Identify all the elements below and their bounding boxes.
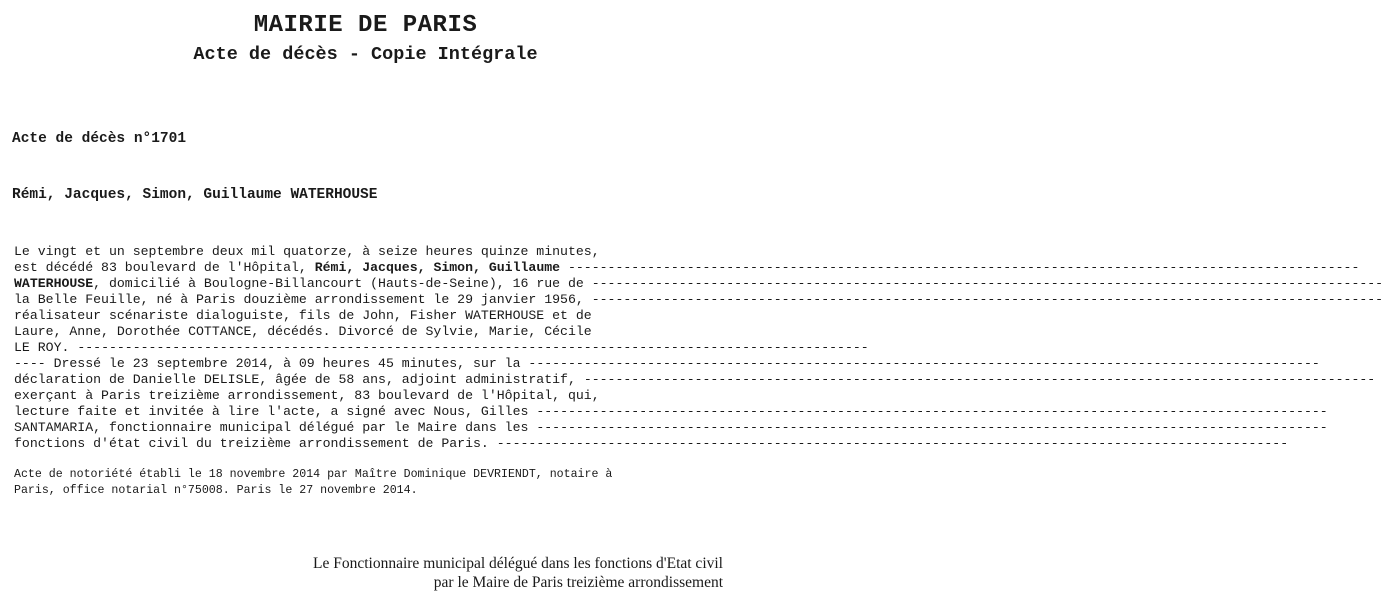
dash-filler: ---------------------------------------------------------------------------------------------------- [536,404,1328,419]
dash-filler: ---------------------------------------------------------------------------------------------------- [77,340,869,355]
dash-filler: ---------------------------------------------------------------------------------------------------- [567,260,1360,275]
dash-filler: ---------------------------------------------------------------------------------------------------- [528,356,1320,371]
document-subtitle: Acte de décès - Copie Intégrale [193,44,538,65]
body-line: Le vingt et un septembre deux mil quatorze, à seize heures quinze minutes, [14,244,600,259]
note-line: Acte de notoriété établi le 18 novembre 2014 par Maître Dominique DEVRIENDT, notaire à [14,468,613,481]
document-title: MAIRIE DE PARIS [253,12,478,39]
note-line: Paris, office notarial n°75008. Paris le 27 novembre 2014. [14,484,418,497]
body-line: lecture faite et invitée à lire l'acte, a signé avec Nous, Gilles ---------------------------------------------------------------------------------------------------- [14,404,1328,419]
signature-line: Le Fonctionnaire municipal délégué dans les fonctions d'Etat civil [313,555,723,572]
dash-filler: ---------------------------------------------------------------------------------------------------- [536,420,1328,435]
body-line: SANTAMARIA, fonctionnaire municipal délégué par le Maire dans les ---------------------------------------------------------------------------------------------------- [14,420,1328,435]
body-line: déclaration de Danielle DELISLE, âgée de 58 ans, adjoint administratif, ---------------------------------------------------------------------------------------------------- [14,372,1376,387]
signature-line: par le Maire de Paris treizième arrondissement [433,574,723,591]
body-line: LE ROY. ---------------------------------------------------------------------------------------------------- [14,340,869,355]
body-line: réalisateur scénariste dialoguiste, fils de John, Fisher WATERHOUSE et de [14,308,592,323]
body-line: Laure, Anne, Dorothée COTTANCE, décédés. Divorcé de Sylvie, Marie, Cécile [14,324,592,339]
dash-filler: ---------------------------------------------------------------------------------------------------- [591,292,1383,307]
dash-filler: ---------------------------------------------------------------------------------------------------- [496,436,1289,451]
body-line: la Belle Feuille, né à Paris douzième arrondissement le 29 janvier 1956, ---------------------------------------------------------------------------------------------------- [14,292,1383,307]
acte-number: Acte de décès n°1701 [12,131,187,147]
body-line: ---- Dressé le 23 septembre 2014, à 09 heures 45 minutes, sur la ---------------------------------------------------------------------------------------------------- [14,356,1320,371]
dash-filler: ---------------------------------------------------------------------------------------------------- [591,276,1383,291]
deceased-name: Rémi, Jacques, Simon, Guillaume WATERHOUSE [12,187,378,203]
dash-filler: ---------------------------------------------------------------------------------------------------- [583,372,1376,387]
body-line: est décédé 83 boulevard de l'Hôpital, Rémi, Jacques, Simon, Guillaume ---------------------------------------------------------------------------------------------------- [14,260,1360,275]
body-line: fonctions d'état civil du treizième arrondissement de Paris. ---------------------------------------------------------------------------------------------------- [14,436,1289,451]
body-line: WATERHOUSE , domicilié à Boulogne-Billancourt (Hauts-de-Seine), 16 rue de ---------------------------------------------------------------------------------------------------- [14,276,1383,291]
body-line: exerçant à Paris treizième arrondissement, 83 boulevard de l'Hôpital, qui, [14,388,600,403]
